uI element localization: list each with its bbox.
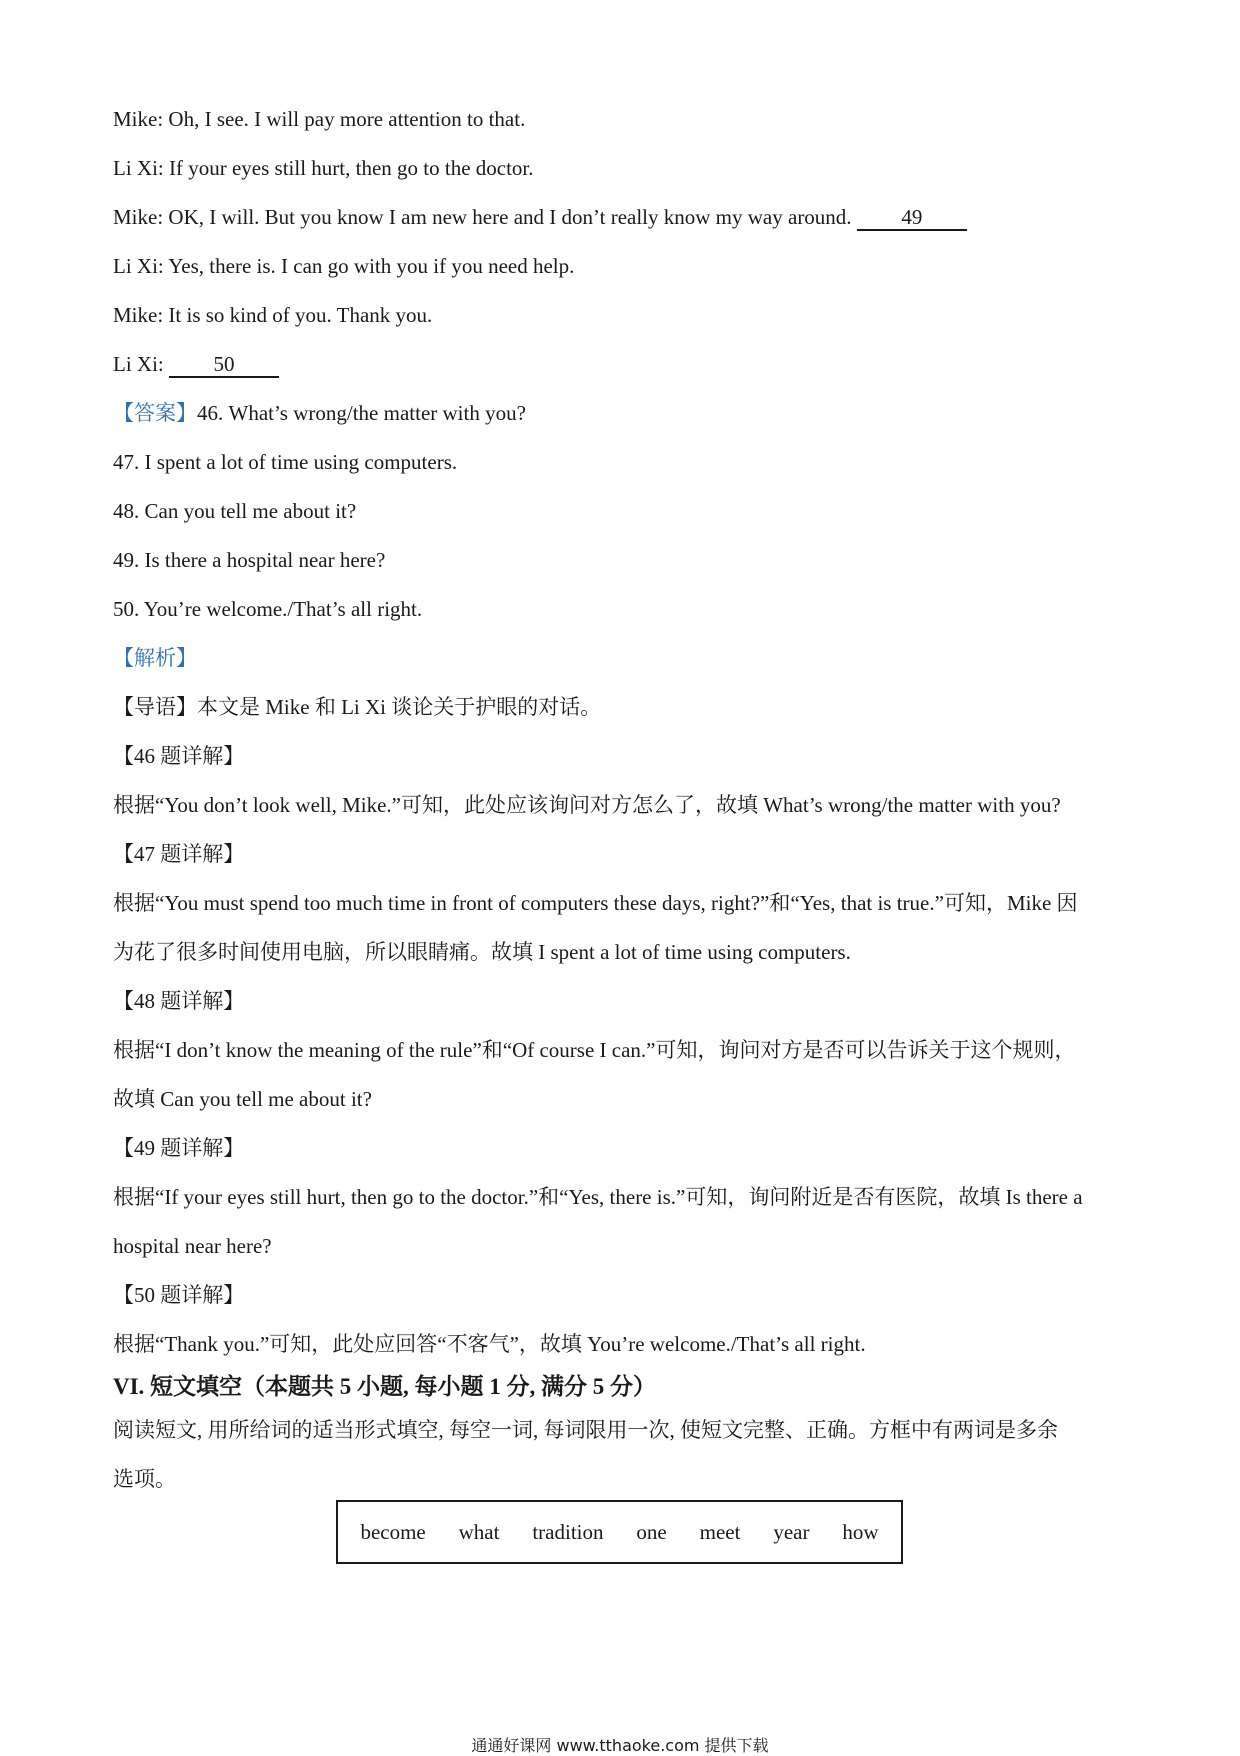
word-bank-item: year xyxy=(773,1519,810,1544)
speaker: Li Xi: xyxy=(113,352,164,376)
q46-text: 根据“You don’t look well, Mike.”可知，此处应该询问对方怎么了，故填 What’s wrong/the matter with you? xyxy=(113,793,1061,817)
q46-title: 【46 题详解】 xyxy=(113,744,245,768)
q49-title: 【49 题详解】 xyxy=(113,1136,245,1160)
dialogue-text: It is so kind of you. Thank you. xyxy=(168,303,433,327)
word-bank-item: how xyxy=(842,1519,879,1544)
dialogue-line-6 xyxy=(113,350,279,378)
answer-49: 49. Is there a hospital near here? xyxy=(113,548,386,572)
answer-48: 48. Can you tell me about it? xyxy=(113,499,357,523)
q48-text-2: 故填 Can you tell me about it? xyxy=(113,1087,372,1111)
answer-50: 50. You’re welcome./That’s all right. xyxy=(113,597,423,621)
word-bank xyxy=(336,1500,903,1564)
speaker: Mike: xyxy=(113,205,164,229)
speaker: Mike: xyxy=(113,303,164,327)
q50-text: 根据“Thank you.”可知，此处应回答“不客气”，故填 You’re welcome./That’s all right. xyxy=(113,1332,866,1356)
answer-47: 47. I spent a lot of time using computers. xyxy=(113,450,458,474)
dialogue-line-2 xyxy=(113,154,534,182)
analysis-label: 【解析】 xyxy=(113,646,197,670)
q47-text-1: 根据“You must spend too much time in front of computers these days, right?”和“Yes, that is true.”可知，Mike 因 xyxy=(113,891,1078,915)
dialogue-line-4 xyxy=(113,252,574,280)
q49-text-1: 根据“If your eyes still hurt, then go to the doctor.”和“Yes, there is.”可知，询问附近是否有医院，故填 Is there a xyxy=(113,1185,1083,1209)
speaker: Li Xi: xyxy=(113,156,164,180)
dialogue-text: If your eyes still hurt, then go to the doctor. xyxy=(169,156,534,180)
section-6-instruction-1: 阅读短文, 用所给词的适当形式填空, 每空一词, 每词限用一次, 使短文完整、正确。方框中有两词是多余 xyxy=(113,1418,1058,1442)
dialogue-line-5 xyxy=(113,301,432,329)
word-bank-item: meet xyxy=(699,1519,741,1544)
q50-title: 【50 题详解】 xyxy=(113,1283,245,1307)
answer-first-line xyxy=(113,399,526,427)
analysis-intro: 【导语】本文是 Mike 和 Li Xi 谈论关于护眼的对话。 xyxy=(113,695,602,719)
answer-46: 46. What’s wrong/the matter with you? xyxy=(197,401,526,425)
q47-text-2: 为花了很多时间使用电脑，所以眼睛痛。故填 I spent a lot of time using computers. xyxy=(113,940,851,964)
speaker: Li Xi: xyxy=(113,254,164,278)
q47-title: 【47 题详解】 xyxy=(113,842,245,866)
word-bank-item: what xyxy=(458,1519,500,1544)
blank-50: 50 xyxy=(169,352,279,378)
section-6-instruction-2: 选项。 xyxy=(113,1467,176,1491)
dialogue-text: Oh, I see. I will pay more attention to that. xyxy=(168,107,526,131)
speaker: Mike: xyxy=(113,107,164,131)
q49-text-2: hospital near here? xyxy=(113,1234,272,1258)
q48-text-1: 根据“I don’t know the meaning of the rule”和“Of course I can.”可知，询问对方是否可以告诉关于这个规则， xyxy=(113,1038,1076,1062)
section-6-heading: VI. 短文填空（本题共 5 小题, 每小题 1 分, 满分 5 分） xyxy=(113,1374,657,1399)
word-bank-item: one xyxy=(636,1519,667,1544)
dialogue-text: Yes, there is. I can go with you if you need help. xyxy=(168,254,575,278)
word-bank-item: tradition xyxy=(532,1519,604,1544)
dialogue-text: OK, I will. But you know I am new here and I don’t really know my way around. xyxy=(168,205,852,229)
word-bank-item: become xyxy=(360,1519,426,1544)
q48-title: 【48 题详解】 xyxy=(113,989,245,1013)
blank-49: 49 xyxy=(857,205,967,231)
page-footer: 通通好课网 www.tthaoke.com 提供下载 xyxy=(471,1736,769,1755)
dialogue-line-3 xyxy=(113,203,967,231)
answer-label: 【答案】 xyxy=(113,401,197,425)
dialogue-line-1 xyxy=(113,105,525,133)
